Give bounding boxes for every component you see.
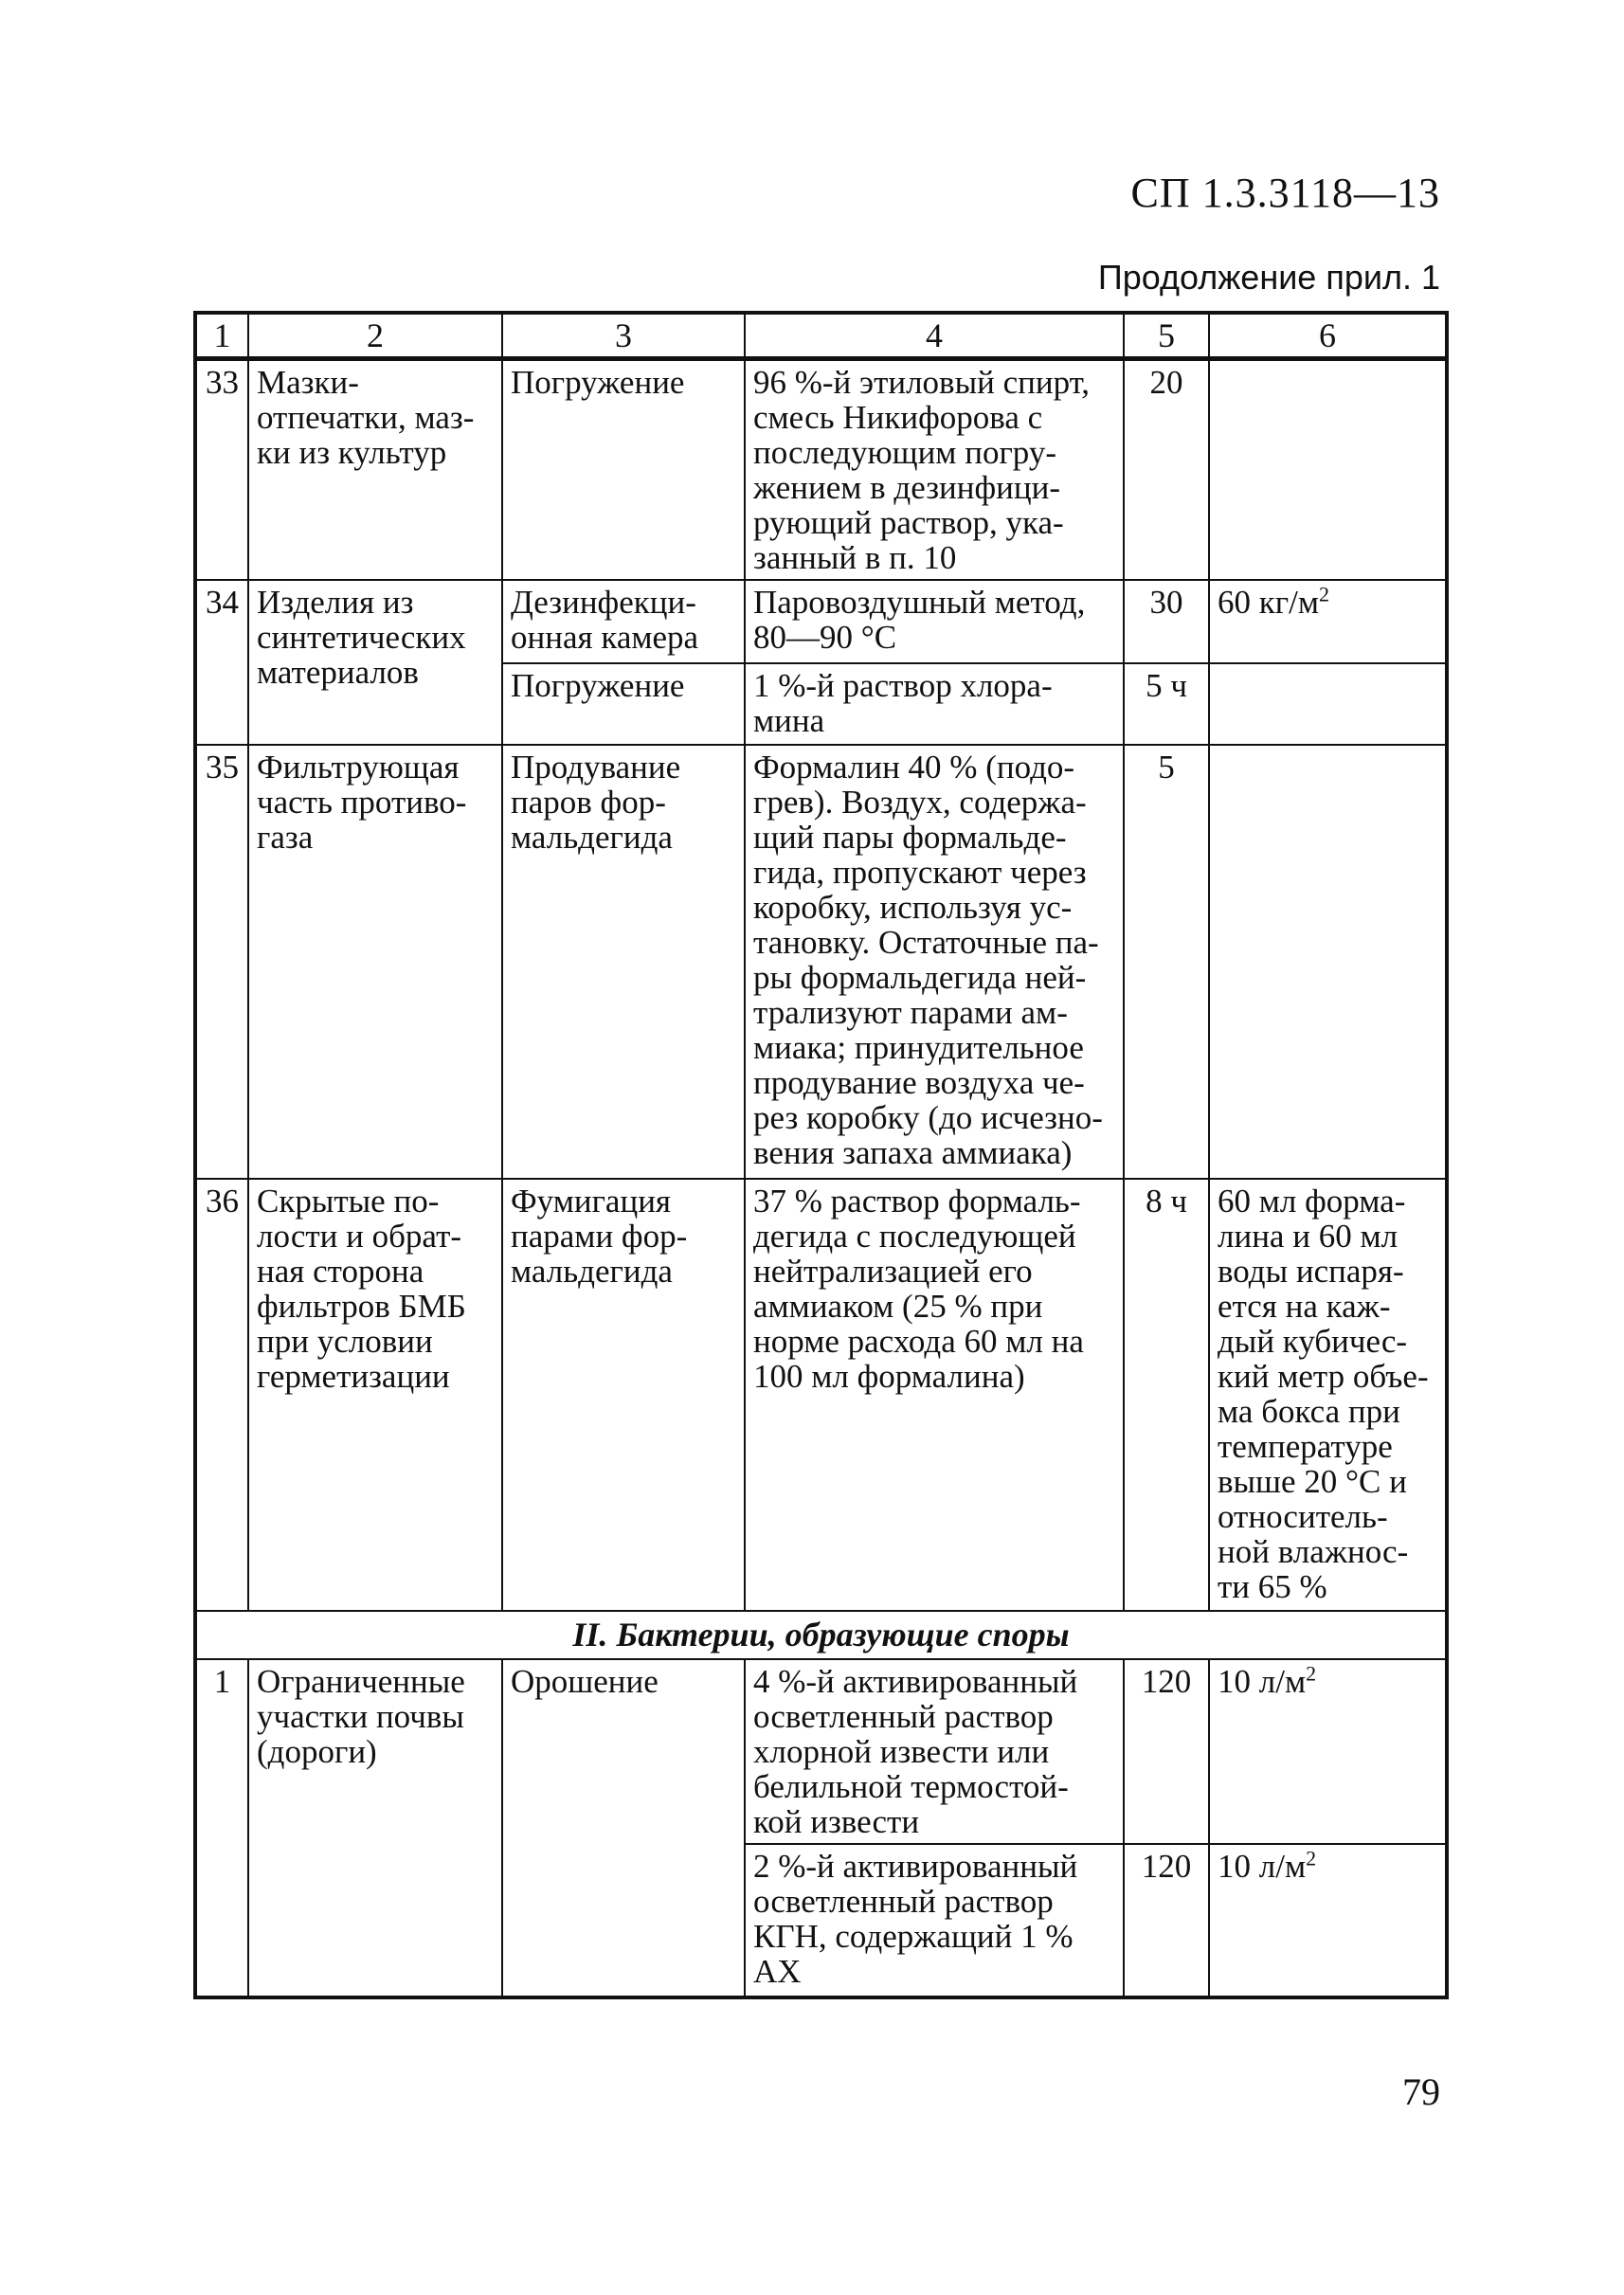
page-number: 79: [1402, 2070, 1440, 2113]
agent-cell: Формалин 40 % (подо- грев). Воздух, содержа- щий пары формальде- гида, пропускают через коробку, используя ус- тановку. Остаточные па- ры формальдегида ней- трализуют парами ам- миака; принудительное продувание воздуха че- рез коробку (до исчезно- вения запаха аммиака): [745, 745, 1124, 1179]
method-cell: Орошение: [502, 1659, 745, 1997]
table-row: [195, 580, 1447, 663]
time-cell: 120: [1124, 1659, 1209, 1844]
column-header: 5: [1124, 313, 1209, 359]
agent-cell: 4 %-й активированный осветленный раствор хлорной извести или белильной термостой- кой извести: [745, 1659, 1124, 1844]
norm-cell: 10 $л/м^2$: [1209, 1659, 1447, 1844]
column-header: 3: [502, 313, 745, 359]
row-number: 36: [195, 1179, 248, 1611]
row-number: 34: [195, 580, 248, 745]
time-cell: 120: [1124, 1844, 1209, 1997]
continuation-caption: Продолжение прил. 1: [1097, 258, 1440, 297]
time-cell: 5 ч: [1124, 663, 1209, 745]
norm-cell: 60 мл форма- лина и 60 мл воды испаря- ется на каж- дый кубичес- кий метр объе- ма бокса при температуре выше 20 °С и относитель- ной влажнос- ти 65 %: [1209, 1179, 1447, 1611]
method-cell: Погружение: [502, 663, 745, 745]
time-cell: 8 ч: [1124, 1179, 1209, 1611]
agent-cell: 96 %-й этиловый спирт, смесь Никифорова с последующим погру- жением в дезинфици- рующий раствор, ука- занный в п. 10: [745, 359, 1124, 581]
method-cell: Продувание паров фор- мальдегида: [502, 745, 745, 1179]
column-header: 2: [248, 313, 502, 359]
row-number: 35: [195, 745, 248, 1179]
object-cell: Ограниченные участки почвы (дороги): [248, 1659, 502, 1997]
object-cell: Изделия из синтетических материалов: [248, 580, 502, 745]
object-cell: Фильтрующая часть противо- газа: [248, 745, 502, 1179]
norm-cell: [1209, 745, 1447, 1179]
norm-cell: [1209, 663, 1447, 745]
method-cell: Дезинфекци- онная камера: [502, 580, 745, 663]
agent-cell: 1 %-й раствор хлора- мина: [745, 663, 1124, 745]
norm-cell: 60 $кг/м^2$: [1209, 580, 1447, 663]
agent-cell: 2 %-й активированный осветленный раствор КГН, содержащий 1 % АХ: [745, 1844, 1124, 1997]
object-cell: Скрытые по- лости и обрат- ная сторона фильтров БМБ при условии герметизации: [248, 1179, 502, 1611]
time-cell: 30: [1124, 580, 1209, 663]
time-cell: 20: [1124, 359, 1209, 581]
column-header: 4: [745, 313, 1124, 359]
agent-cell: Паровоздушный метод, 80—90 °С: [745, 580, 1124, 663]
column-header: 6: [1209, 313, 1447, 359]
disinfection-table: [193, 311, 1449, 1999]
time-cell: 5: [1124, 745, 1209, 1179]
table-row: [195, 1659, 1447, 1844]
document-code: СП 1.3.3118—13: [1130, 170, 1440, 216]
object-cell: Мазки- отпечатки, маз- ки из культур: [248, 359, 502, 581]
agent-cell: 37 % раствор формаль- дегида с последующей нейтрализацией его аммиаком (25 % при норме расхода 60 мл на 100 мл формалина): [745, 1179, 1124, 1611]
column-header: 1: [195, 313, 248, 359]
table-row: [195, 745, 1447, 1179]
section-heading-row: [195, 1611, 1447, 1659]
table-header-row: [195, 313, 1447, 359]
table-row: [195, 359, 1447, 581]
norm-cell: [1209, 359, 1447, 581]
norm-cell: 10 $л/м^2$: [1209, 1844, 1447, 1997]
table-row: [195, 1179, 1447, 1611]
section-title: II. Бактерии, образующие споры: [195, 1611, 1447, 1659]
method-cell: Погружение: [502, 359, 745, 581]
row-number: 1: [195, 1659, 248, 1997]
row-number: 33: [195, 359, 248, 581]
method-cell: Фумигация парами фор- мальдегида: [502, 1179, 745, 1611]
